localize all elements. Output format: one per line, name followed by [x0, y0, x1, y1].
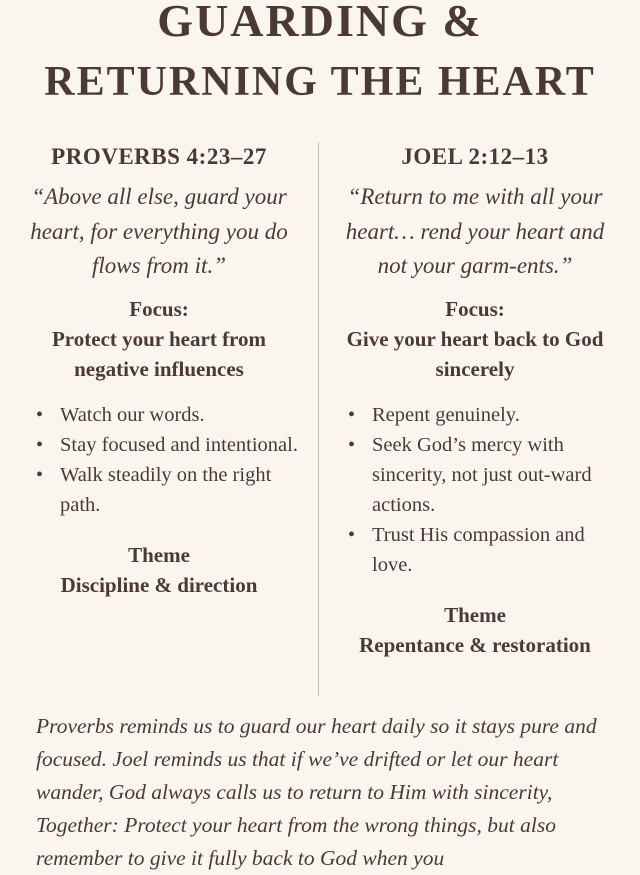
proverbs-points	[18, 400, 300, 520]
proverbs-focus-label: Focus:	[129, 296, 189, 321]
proverbs-quote: “Above all else, guard your heart, for everything you do flows from it.”	[30, 184, 288, 278]
proverbs-column	[18, 144, 300, 600]
title-line-1: GUARDING &	[157, 0, 483, 46]
joel-quote: “Return to me with all your heart… rend your heart and not your garm-ents.”	[345, 184, 605, 278]
list-item: • Repent genuinely.	[372, 400, 620, 430]
column-divider	[318, 142, 319, 696]
title-line-2: RETURNING THE HEART	[44, 59, 596, 105]
proverbs-theme-text: Discipline & direction	[60, 572, 258, 597]
list-item: • Seek God’s mercy with sincerity, not just out-ward actions.	[372, 430, 620, 520]
joel-focus-text: Give your heart back to God sincerely	[346, 326, 604, 381]
proverbs-reference: PROVERBS 4:23–27	[51, 144, 267, 169]
proverbs-focus-text: Protect your heart from negative influences	[51, 326, 266, 381]
summary-text: Proverbs reminds us to guard our heart daily so it stays pure and focused. Joel reminds us that if we’ve drifted or let our heart wander, God always calls us to return to Him with sincerity, Together: Protect your heart from the wrong things, but also remember to give it fully back to God when you	[36, 714, 597, 870]
list-item: • Walk steadily on the right path.	[60, 460, 300, 520]
list-item: • Stay focused and intentional.	[60, 430, 300, 460]
joel-column	[330, 144, 620, 660]
joel-points	[330, 400, 620, 580]
list-item: • Trust His compassion and love.	[372, 520, 620, 580]
joel-reference: JOEL 2:12–13	[401, 144, 549, 169]
joel-focus-label: Focus:	[445, 296, 505, 321]
proverbs-theme-label: Theme	[128, 542, 190, 567]
list-item: • Watch our words.	[60, 400, 300, 430]
joel-theme-text: Repentance & restoration	[359, 632, 591, 657]
joel-theme-label: Theme	[444, 602, 506, 627]
